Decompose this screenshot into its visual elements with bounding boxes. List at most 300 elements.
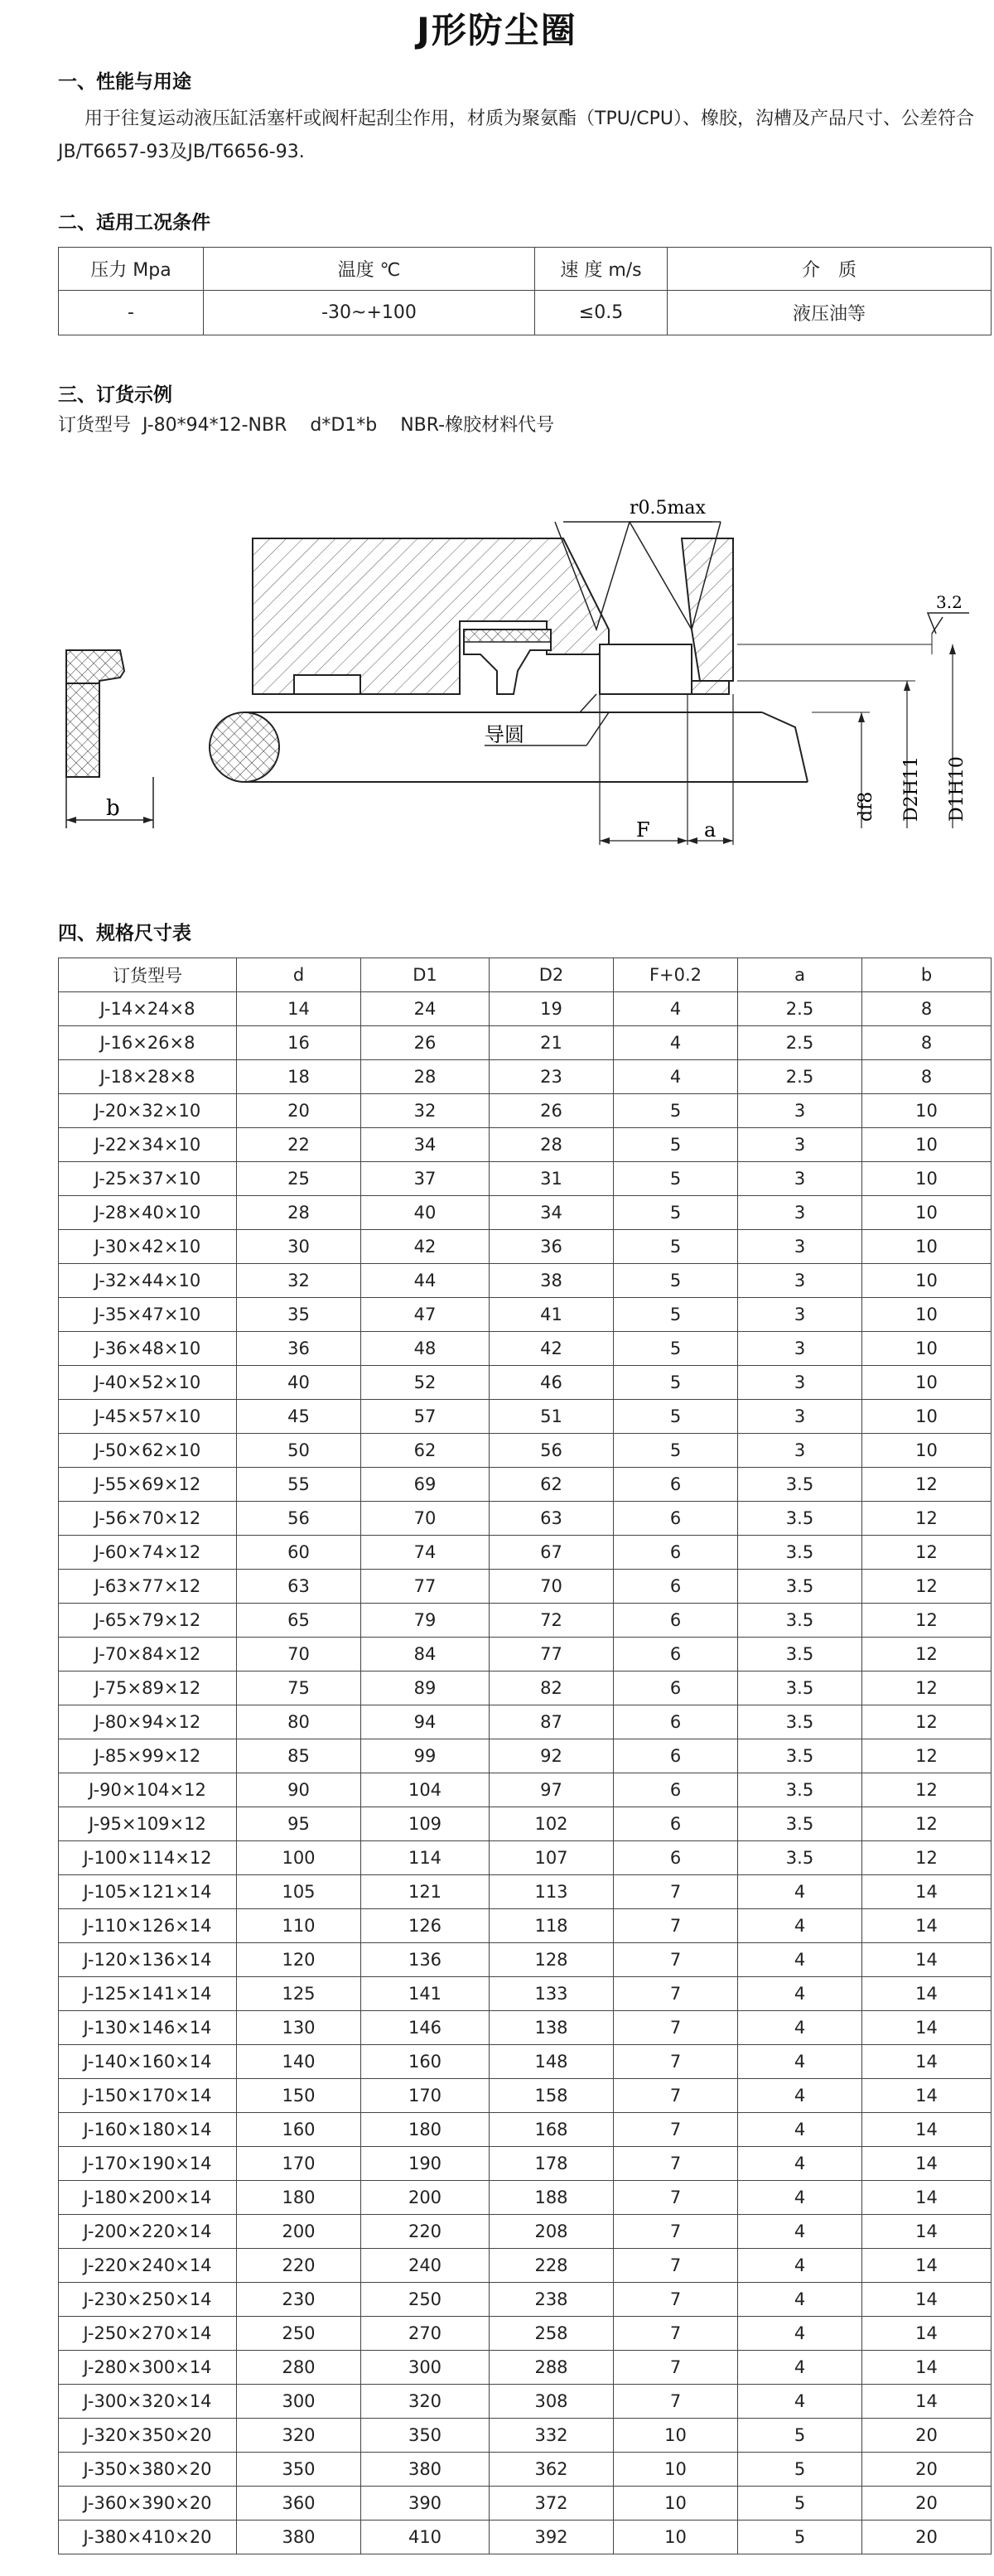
dimension-cell: 3	[738, 1264, 862, 1298]
dimension-cell: 16	[237, 1026, 361, 1060]
model-cell: J-320×350×20	[59, 2419, 237, 2453]
dimension-cell: 69	[361, 1468, 490, 1502]
table-row	[59, 1298, 992, 1332]
dimension-cell: 14	[862, 2317, 992, 2351]
table-row	[59, 2011, 992, 2045]
table-row	[59, 1060, 992, 1094]
dimension-cell: 3.5	[738, 1604, 862, 1638]
model-cell: J-360×390×20	[59, 2487, 237, 2521]
dimension-cell: 12	[862, 1604, 992, 1638]
dimension-cell: 4	[738, 2283, 862, 2317]
model-cell: J-160×180×14	[59, 2113, 237, 2147]
dimension-cell: 4	[738, 2385, 862, 2419]
drawing-label-df8: df8	[856, 791, 876, 822]
dimension-cell: 5	[614, 1332, 738, 1366]
spec-header-cell: 订货型号	[59, 958, 237, 992]
conditions-cell: -30~+100	[204, 291, 535, 335]
dimension-cell: 14	[862, 2351, 992, 2385]
dimension-cell: 12	[862, 1570, 992, 1604]
dimension-cell: 3	[738, 1196, 862, 1230]
dimension-cell: 56	[237, 1502, 361, 1536]
model-cell: J-20×32×10	[59, 1094, 237, 1128]
dimension-cell: 180	[237, 2181, 361, 2215]
dimension-cell: 8	[862, 992, 992, 1026]
table-row	[59, 2079, 992, 2113]
dimension-cell: 89	[361, 1672, 490, 1705]
dimension-cell: 14	[862, 2011, 992, 2045]
dimension-cell: 6	[614, 1502, 738, 1536]
dimension-cell: 7	[614, 1875, 738, 1909]
dimension-cell: 7	[614, 2385, 738, 2419]
dimension-cell: 10	[862, 1094, 992, 1128]
dimension-cell: 3	[738, 1128, 862, 1162]
dimension-cell: 6	[614, 1570, 738, 1604]
dimension-cell: 3	[738, 1162, 862, 1196]
dimension-cell: 10	[862, 1128, 992, 1162]
dimension-cell: 14	[862, 2181, 992, 2215]
model-cell: J-100×114×12	[59, 1841, 237, 1875]
dimension-cell: 74	[361, 1536, 490, 1570]
table-row	[59, 1977, 992, 2011]
dimension-cell: 230	[237, 2283, 361, 2317]
model-cell: J-300×320×14	[59, 2385, 237, 2419]
model-cell: J-180×200×14	[59, 2181, 237, 2215]
dimension-cell: 7	[614, 2011, 738, 2045]
table-row	[59, 1332, 992, 1366]
model-cell: J-63×77×12	[59, 1570, 237, 1604]
spec-table	[58, 958, 992, 2554]
dimension-cell: 20	[862, 2453, 992, 2487]
dimension-cell: 300	[361, 2351, 490, 2385]
dimension-cell: 7	[614, 2045, 738, 2079]
dimension-cell: 240	[361, 2249, 490, 2283]
dimension-cell: 5	[738, 2419, 862, 2453]
table-row	[59, 1128, 992, 1162]
dimension-cell: 4	[738, 2147, 862, 2181]
dimension-cell: 220	[361, 2215, 490, 2249]
table-row	[59, 1943, 992, 1977]
dimension-cell: 3.5	[738, 1841, 862, 1875]
dimension-cell: 92	[490, 1739, 614, 1773]
model-cell: J-350×380×20	[59, 2453, 237, 2487]
model-cell: J-18×28×8	[59, 1060, 237, 1094]
table-row	[59, 1094, 992, 1128]
dimension-cell: 105	[237, 1875, 361, 1909]
dimension-cell: 94	[361, 1705, 490, 1739]
j-seal-section	[464, 630, 551, 694]
dimension-cell: 270	[361, 2317, 490, 2351]
spec-header-cell: D2	[490, 958, 614, 992]
dimension-cell: 6	[614, 1807, 738, 1841]
dimension-cell: 82	[490, 1672, 614, 1705]
dimension-cell: 44	[361, 1264, 490, 1298]
dimension-cell: 95	[237, 1807, 361, 1841]
dimension-cell: 14	[862, 1909, 992, 1943]
drawing-label-roughness: 3.2	[936, 592, 963, 612]
spec-header-row	[59, 958, 992, 992]
dimension-cell: 4	[738, 2079, 862, 2113]
dimension-cell: 120	[237, 1943, 361, 1977]
drawing-label-d1h10: D1H10	[947, 756, 967, 822]
dimension-cell: 3.5	[738, 1773, 862, 1807]
dimension-cell: 5	[614, 1434, 738, 1468]
dimension-cell: 56	[490, 1434, 614, 1468]
dimension-cell: 14	[862, 2045, 992, 2079]
dimension-cell: 99	[361, 1739, 490, 1773]
dimension-cell: 4	[738, 1943, 862, 1977]
dimension-cell: 200	[361, 2181, 490, 2215]
dimension-cell: 320	[237, 2419, 361, 2453]
dimension-cell: 5	[614, 1298, 738, 1332]
section-heading-conditions: 二、适用工况条件	[58, 212, 210, 234]
table-row	[59, 2045, 992, 2079]
dimension-cell: 42	[490, 1332, 614, 1366]
dimension-cell: 97	[490, 1773, 614, 1807]
dimension-cell: 360	[237, 2487, 361, 2521]
table-row	[59, 1434, 992, 1468]
dimension-cell: 20	[862, 2487, 992, 2521]
dimension-cell: 6	[614, 1739, 738, 1773]
dimension-cell: 32	[237, 1264, 361, 1298]
dimension-cell: 6	[614, 1638, 738, 1672]
dimension-cell: 5	[614, 1094, 738, 1128]
dimension-cell: 6	[614, 1773, 738, 1807]
dimension-cell: 4	[738, 2317, 862, 2351]
dimension-cell: 350	[237, 2453, 361, 2487]
dimension-cell: 288	[490, 2351, 614, 2385]
table-row	[59, 2113, 992, 2147]
dimension-cell: 168	[490, 2113, 614, 2147]
spec-header-cell: a	[738, 958, 862, 992]
model-cell: J-125×141×14	[59, 1977, 237, 2011]
dimension-cell: 141	[361, 1977, 490, 2011]
model-cell: J-16×26×8	[59, 1026, 237, 1060]
dimension-cell: 35	[237, 1298, 361, 1332]
model-cell: J-105×121×14	[59, 1875, 237, 1909]
section-heading-performance: 一、性能与用途	[58, 71, 191, 93]
dimension-cell: 410	[361, 2521, 490, 2554]
performance-description: 用于往复运动液压缸活塞杆或阀杆起刮尘作用，材质为聚氨酯（TPU/CPU）、橡胶，沟槽及产品尺寸、公差符合JB/T6657-93及JB/T6656-93.	[58, 109, 974, 162]
dimension-cell: 10	[614, 2453, 738, 2487]
dimension-cell: 77	[490, 1638, 614, 1672]
table-row	[59, 2147, 992, 2181]
dimension-cell: 4	[738, 2011, 862, 2045]
table-row	[59, 1366, 992, 1400]
dimension-cell: 4	[614, 1026, 738, 1060]
dimension-cell: 5	[614, 1264, 738, 1298]
dimension-cell: 392	[490, 2521, 614, 2554]
conditions-header-cell: 温度 ℃	[204, 248, 535, 291]
dimension-cell: 20	[237, 1094, 361, 1128]
conditions-cell: ≤0.5	[535, 291, 668, 335]
model-cell: J-140×160×14	[59, 2045, 237, 2079]
dimension-cell: 7	[614, 1943, 738, 1977]
dimension-cell: 3	[738, 1230, 862, 1264]
dimension-cell: 41	[490, 1298, 614, 1332]
dimension-cell: 4	[738, 2113, 862, 2147]
dimension-cell: 136	[361, 1943, 490, 1977]
model-cell: J-75×89×12	[59, 1672, 237, 1705]
dimension-cell: 7	[614, 2351, 738, 2385]
dimension-cell: 3	[738, 1366, 862, 1400]
dimension-cell: 14	[237, 992, 361, 1026]
dimension-cell: 362	[490, 2453, 614, 2487]
model-cell: J-36×48×10	[59, 1332, 237, 1366]
dimension-cell: 65	[237, 1604, 361, 1638]
table-row	[59, 1604, 992, 1638]
table-row	[59, 2283, 992, 2317]
dimension-cell: 160	[237, 2113, 361, 2147]
dimension-cell: 8	[862, 1060, 992, 1094]
dimension-cell: 37	[361, 1162, 490, 1196]
dimension-cell: 36	[237, 1332, 361, 1366]
conditions-table	[58, 247, 992, 335]
dimension-cell: 5	[738, 2453, 862, 2487]
dimension-cell: 12	[862, 1841, 992, 1875]
dimension-cell: 36	[490, 1230, 614, 1264]
dimension-cell: 32	[361, 1094, 490, 1128]
dimension-cell: 140	[237, 2045, 361, 2079]
dimension-cell: 3.5	[738, 1502, 862, 1536]
dimension-cell: 28	[490, 1128, 614, 1162]
model-cell: J-220×240×14	[59, 2249, 237, 2283]
dimension-cell: 30	[237, 1230, 361, 1264]
dimension-cell: 20	[862, 2419, 992, 2453]
table-row	[59, 2385, 992, 2419]
model-cell: J-40×52×10	[59, 1366, 237, 1400]
dimension-cell: 350	[361, 2419, 490, 2453]
dimension-cell: 26	[490, 1094, 614, 1128]
dimension-cell: 34	[361, 1128, 490, 1162]
dimension-cell: 55	[237, 1468, 361, 1502]
model-cell: J-170×190×14	[59, 2147, 237, 2181]
dimension-cell: 12	[862, 1672, 992, 1705]
dimension-cell: 3.5	[738, 1570, 862, 1604]
table-row	[59, 1230, 992, 1264]
dimension-cell: 14	[862, 2147, 992, 2181]
dimension-cell: 150	[237, 2079, 361, 2113]
model-cell: J-45×57×10	[59, 1400, 237, 1434]
dimension-cell: 308	[490, 2385, 614, 2419]
dimension-cell: 4	[738, 1977, 862, 2011]
conditions-cell: -	[59, 291, 204, 335]
dimension-cell: 40	[237, 1366, 361, 1400]
dimension-cell: 85	[237, 1739, 361, 1773]
dimension-cell: 79	[361, 1604, 490, 1638]
dimension-cell: 47	[361, 1298, 490, 1332]
dimension-cell: 14	[862, 2079, 992, 2113]
dimension-cell: 4	[738, 2351, 862, 2385]
table-row	[59, 2181, 992, 2215]
table-row	[59, 2487, 992, 2521]
dimension-cell: 12	[862, 1807, 992, 1841]
dimension-cell: 4	[738, 1909, 862, 1943]
dimension-cell: 5	[738, 2487, 862, 2521]
dimension-cell: 148	[490, 2045, 614, 2079]
dimension-cell: 3.5	[738, 1705, 862, 1739]
dimension-cell: 188	[490, 2181, 614, 2215]
dimension-cell: 87	[490, 1705, 614, 1739]
dimension-cell: 4	[738, 2215, 862, 2249]
dimension-cell: 121	[361, 1875, 490, 1909]
dimension-cell: 190	[361, 2147, 490, 2181]
dimension-cell: 5	[614, 1400, 738, 1434]
dimension-cell: 125	[237, 1977, 361, 2011]
dimension-cell: 372	[490, 2487, 614, 2521]
dimension-cell: 10	[862, 1400, 992, 1434]
dimension-cell: 57	[361, 1400, 490, 1434]
conditions-header-cell: 介 质	[668, 248, 992, 291]
dimension-cell: 90	[237, 1773, 361, 1807]
dimension-cell: 14	[862, 2385, 992, 2419]
housing-section	[253, 538, 733, 694]
dimension-cell: 10	[862, 1434, 992, 1468]
dimension-cell: 332	[490, 2419, 614, 2453]
conditions-header-cell: 速 度 m/s	[535, 248, 668, 291]
dimension-cell: 10	[614, 2487, 738, 2521]
table-row	[59, 1502, 992, 1536]
model-cell: J-120×136×14	[59, 1943, 237, 1977]
dimension-cell: 3	[738, 1298, 862, 1332]
table-row	[59, 1162, 992, 1196]
dimension-cell: 23	[490, 1060, 614, 1094]
table-row	[59, 1841, 992, 1875]
model-cell: J-35×47×10	[59, 1298, 237, 1332]
dimension-cell: 6	[614, 1604, 738, 1638]
model-cell: J-130×146×14	[59, 2011, 237, 2045]
dimension-cell: 126	[361, 1909, 490, 1943]
dimension-cell: 52	[361, 1366, 490, 1400]
model-cell: J-250×270×14	[59, 2317, 237, 2351]
drawing-label-radius: r0.5max	[630, 498, 706, 519]
dimension-cell: 118	[490, 1909, 614, 1943]
table-row	[59, 1739, 992, 1773]
dimension-cell: 170	[237, 2147, 361, 2181]
dimension-cell: 34	[490, 1196, 614, 1230]
dimension-cell: 138	[490, 2011, 614, 2045]
dimension-cell: 178	[490, 2147, 614, 2181]
table-row	[59, 1196, 992, 1230]
dimension-cell: 3.5	[738, 1739, 862, 1773]
dimension-cell: 63	[490, 1502, 614, 1536]
dimension-cell: 104	[361, 1773, 490, 1807]
table-row	[59, 2215, 992, 2249]
dimension-cell: 158	[490, 2079, 614, 2113]
drawing-label-a: a	[704, 818, 717, 842]
dimension-cell: 12	[862, 1773, 992, 1807]
dimension-cell: 6	[614, 1841, 738, 1875]
table-row	[59, 2249, 992, 2283]
model-cell: J-70×84×12	[59, 1638, 237, 1672]
dimension-cell: 5	[614, 1366, 738, 1400]
dimension-cell: 48	[361, 1332, 490, 1366]
conditions-cell: 液压油等	[668, 291, 992, 335]
dimension-cell: 7	[614, 2215, 738, 2249]
dimension-cell: 4	[738, 2045, 862, 2079]
dimension-cell: 2.5	[738, 1026, 862, 1060]
dimension-cell: 26	[361, 1026, 490, 1060]
dimension-cell: 70	[490, 1570, 614, 1604]
roughness-symbol	[737, 613, 969, 654]
dimension-cell: 14	[862, 1977, 992, 2011]
dimension-cell: 5	[738, 2521, 862, 2554]
dimension-cell: 62	[361, 1434, 490, 1468]
dimension-cell: 21	[490, 1026, 614, 1060]
dimension-cell: 10	[862, 1196, 992, 1230]
dimension-cell: 24	[361, 992, 490, 1026]
table-row	[59, 1536, 992, 1570]
table-row	[59, 2453, 992, 2487]
dimension-cell: 6	[614, 1705, 738, 1739]
dimension-cell: 12	[862, 1638, 992, 1672]
dimension-cell: 12	[862, 1502, 992, 1536]
model-cell: J-200×220×14	[59, 2215, 237, 2249]
table-row	[59, 2351, 992, 2385]
dimension-cell: 75	[237, 1672, 361, 1705]
model-cell: J-95×109×12	[59, 1807, 237, 1841]
dimension-cell: 7	[614, 2147, 738, 2181]
model-cell: J-32×44×10	[59, 1264, 237, 1298]
dimension-cell: 38	[490, 1264, 614, 1298]
dimension-cell: 180	[361, 2113, 490, 2147]
model-cell: J-380×410×20	[59, 2521, 237, 2554]
dimension-cell: 10	[614, 2419, 738, 2453]
dimension-cell: 113	[490, 1875, 614, 1909]
table-row	[59, 1264, 992, 1298]
dimension-cell: 31	[490, 1162, 614, 1196]
dimension-cell: 3.5	[738, 1468, 862, 1502]
dimension-cell: 3	[738, 1332, 862, 1366]
dimension-cell: 200	[237, 2215, 361, 2249]
dimension-cell: 128	[490, 1943, 614, 1977]
dimension-cell: 10	[862, 1264, 992, 1298]
dimension-cell: 160	[361, 2045, 490, 2079]
dimension-cell: 130	[237, 2011, 361, 2045]
dimension-cell: 10	[862, 1366, 992, 1400]
dimension-cell: 7	[614, 1909, 738, 1943]
diameter-dimensions	[737, 644, 956, 828]
dimension-cell: 60	[237, 1536, 361, 1570]
dimension-cell: 250	[237, 2317, 361, 2351]
table-row	[59, 1468, 992, 1502]
model-cell: J-110×126×14	[59, 1909, 237, 1943]
dimension-cell: 14	[862, 2113, 992, 2147]
dimension-cell: 10	[614, 2521, 738, 2554]
section-heading-spec-table: 四、规格尺寸表	[58, 923, 191, 944]
dimension-cell: 102	[490, 1807, 614, 1841]
drawing-label-f: F	[636, 818, 650, 842]
dimension-cell: 14	[862, 1875, 992, 1909]
table-row	[59, 1672, 992, 1705]
model-cell: J-65×79×12	[59, 1604, 237, 1638]
table-row	[59, 1773, 992, 1807]
dimension-cell: 3.5	[738, 1807, 862, 1841]
model-cell: J-30×42×10	[59, 1230, 237, 1264]
dimension-cell: 6	[614, 1672, 738, 1705]
model-cell: J-60×74×12	[59, 1536, 237, 1570]
dimension-cell: 12	[862, 1536, 992, 1570]
dimension-cell: 63	[237, 1570, 361, 1604]
drawing-label-guide: 导圆	[485, 723, 524, 746]
seal-groove-drawing	[0, 464, 994, 903]
dimension-cell: 280	[237, 2351, 361, 2385]
dimension-cell: 5	[614, 1196, 738, 1230]
model-cell: J-28×40×10	[59, 1196, 237, 1230]
dimension-cell: 12	[862, 1739, 992, 1773]
dimension-cell: 25	[237, 1162, 361, 1196]
dimension-cell: 14	[862, 1943, 992, 1977]
dimension-cell: 390	[361, 2487, 490, 2521]
